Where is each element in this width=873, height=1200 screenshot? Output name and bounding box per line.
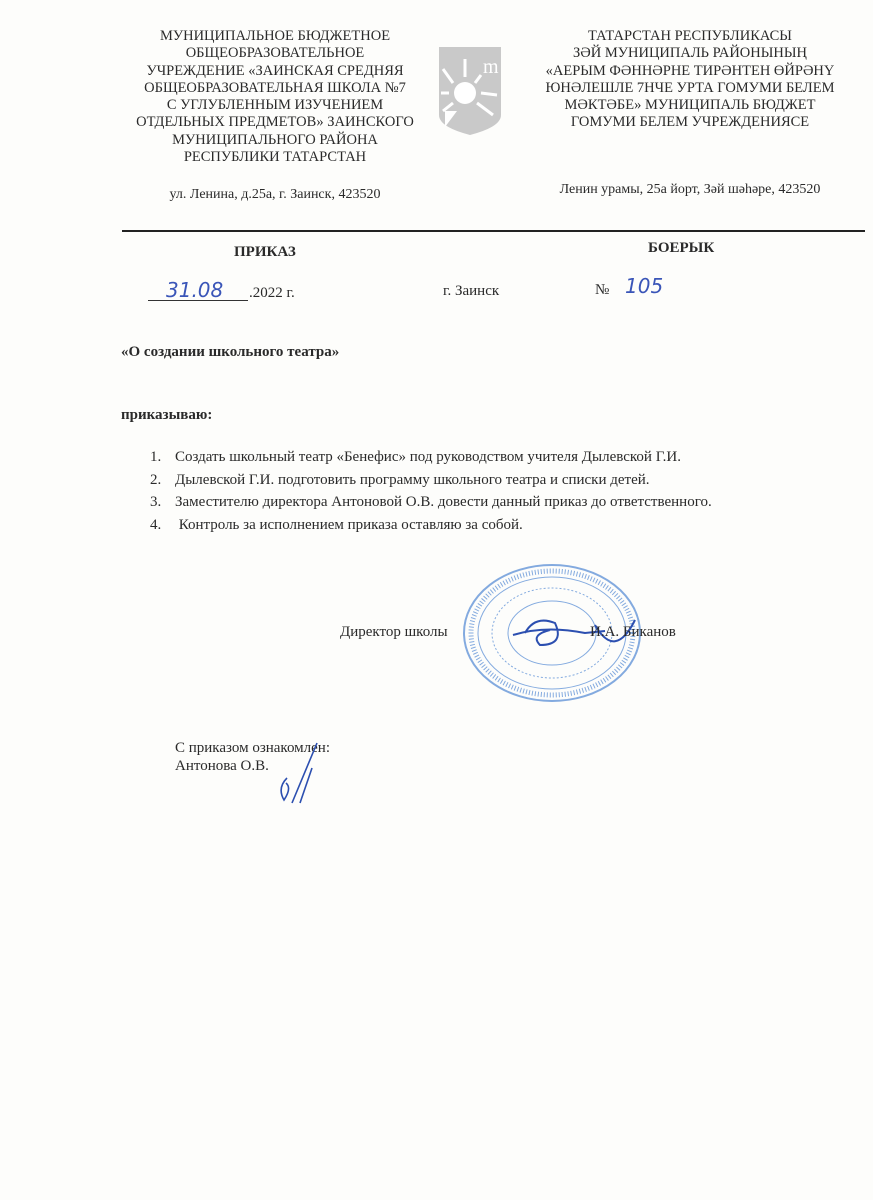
handwritten-date: 31.08: [166, 278, 224, 302]
header-divider: [122, 230, 865, 232]
list-item: 2. Дылевской Г.И. подготовить программу школьного театра и списки детей.: [150, 472, 650, 488]
signatory-name: И.А. Биканов: [590, 624, 676, 640]
school-name-tatar: [520, 28, 860, 132]
address-tatar: Ленин урамы, 25а йорт, Зәй шәһәре, 423520: [559, 182, 821, 197]
header-line: МУНИЦИПАЛЬНОГО РАЙОНА: [172, 131, 378, 148]
header-line: РЕСПУБЛИКИ ТАТАРСТАН: [183, 149, 367, 166]
order-title-russian: ПРИКАЗ: [234, 244, 296, 260]
header-line: ГОМУМИ БЕЛЕМ УЧРЕЖДЕНИЯСЕ: [570, 114, 810, 131]
header-line: ОБЩЕОБРАЗОВАТЕЛЬНАЯ ШКОЛА №7: [144, 79, 406, 96]
acknowledgement-signature: [272, 738, 322, 808]
address-russian: ул. Ленина, д.25а, г. Заинск, 423520: [169, 187, 381, 202]
order-year: .2022 г.: [249, 285, 295, 301]
order-subject: «О создании школьного театра»: [121, 344, 340, 360]
header-line: ТАТАРСТАН РЕСПУБЛИКАСЫ: [588, 28, 792, 44]
header-line: ЗӘЙ МУНИЦИПАЛЬ РАЙОНЫНЫҢ: [573, 45, 807, 62]
header-line: МУНИЦИПАЛЬНОЕ БЮДЖЕТНОЕ: [159, 28, 391, 44]
list-item: 3. Заместителю директора Антоновой О.В. довести данный приказ до ответственного.: [150, 494, 712, 510]
header-line: ОБЩЕОБРАЗОВАТЕЛЬНОЕ: [185, 45, 365, 62]
handwritten-order-number: 105: [625, 274, 664, 298]
header-line: ОТДЕЛЬНЫХ ПРЕДМЕТОВ» ЗАИНСКОГО: [136, 114, 414, 131]
acknowledged-person: Антонова О.В.: [175, 758, 269, 774]
sun-emblem-icon: [437, 45, 503, 137]
order-directive: приказываю:: [121, 407, 213, 423]
list-item: 1. Создать школьный театр «Бенефис» под руководством учителя Дылевской Г.И.: [150, 449, 682, 465]
order-city: г. Заинск: [443, 283, 500, 299]
list-item: 4. Контроль за исполнением приказа оставляю за собой.: [150, 517, 523, 533]
header-line: «АЕРЫМ ФӘННӘРНЕ ТИРӘНТЕН ӨЙРӘНҮ: [545, 62, 835, 79]
number-label: №: [595, 282, 610, 298]
header-line: МӘКТӘБЕ» МУНИЦИПАЛЬ БЮДЖЕТ: [564, 97, 816, 114]
header-line: УЧРЕЖДЕНИЕ «ЗАИНСКАЯ СРЕДНЯЯ: [146, 62, 404, 79]
school-name-russian: [115, 28, 435, 166]
header-line: ЮНӘЛЕШЛЕ 7НЧЕ УРТА ГОМУМИ БЕЛЕМ: [545, 79, 835, 96]
acknowledgement-label: С приказом ознакомлен:: [175, 740, 331, 756]
signatory-position: Директор школы: [340, 624, 448, 640]
header-line: С УГЛУБЛЕННЫМ ИЗУЧЕНИЕМ: [166, 97, 384, 114]
order-title-tatar: БОЕРЫК: [648, 240, 715, 256]
svg-text:m: m: [483, 56, 499, 78]
